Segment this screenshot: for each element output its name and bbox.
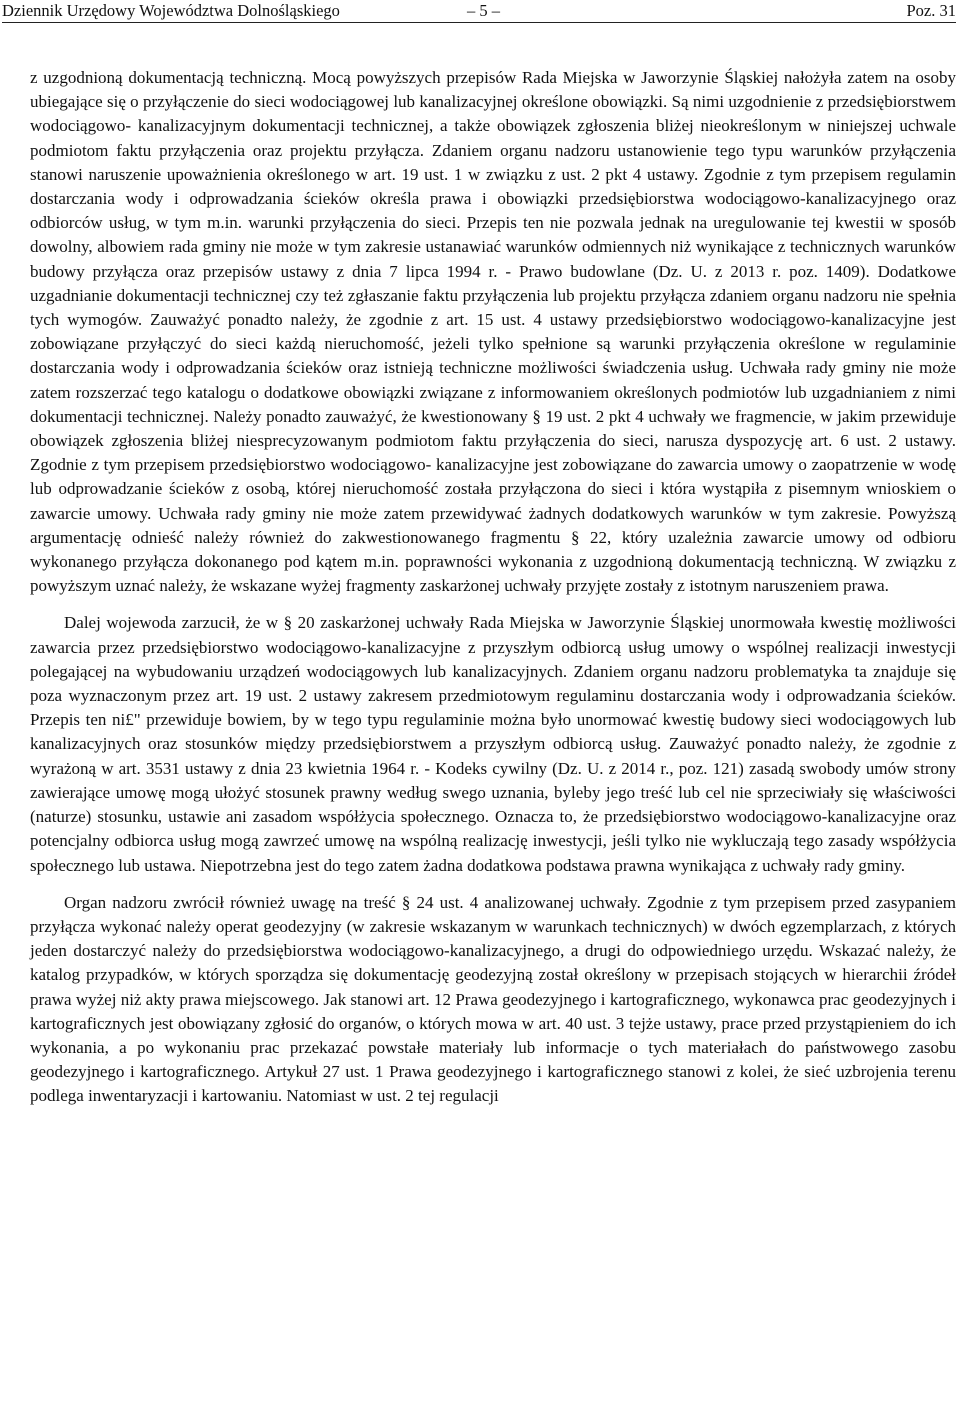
paragraph-2: Dalej wojewoda zarzucił, że w § 20 zaskarżonej uchwały Rada Miejska w Jaworzynie Śląskiej unormowała kwestię możliwości zawarcia przez przedsiębiorstwo wodociągowo-kanalizacyjne z przyszłym odbiorcą usług umowy o wspólnej realizacji inwestycji polegającej na wybudowaniu urządzeń wodociągowych lub kanalizacyjnych. Zdaniem organu nadzoru problematyka ta znajduje się poza wyznaczonym przez art. 19 ust. 2 ustawy zakresem przedmiotowym regulaminu dostarczania wody i odprowadzania ścieków. Przepis ten ni£" przewiduje bowiem, by w tego typu regulaminie można było unormować kwestię budowy sieci wodociągowych lub kanalizacyjnych oraz stosunków między przedsiębiorstwem a przyszłym odbiorcą usług. Zauważyć ponadto należy, że zgodnie z wyrażoną w art. 3531 ustawy z dnia 23 kwietnia 1964 r. - Kodeks cywilny (Dz. U. z 2014 r., poz. 121) zasadą swobody umów strony zawierające umowę mogą ułożyć stosunek prawny według swego uznania, byleby jego treść lub cel nie sprzeciwiały się właściwości (naturze) stosunku, ustawie ani zasadom współżycia społecznego. Oznacza to, że przedsiębiorstwo wodociągowo-kanalizacyjne oraz potencjalny odbiorca usług mogą zawrzeć umowę na wspólną realizację inwestycji, jeśli tylko nie wykluczają tego zasady współżycia społecznego lub ustawa. Niepotrzebna jest do tego zatem żadna dodatkowa podstawa prawna wynikająca z uchwały rady gminy. [30, 613, 956, 875]
paragraph-1: z uzgodnioną dokumentacją techniczną. Mocą powyższych przepisów Rada Miejska w Jaworzynie Śląskiej nałożyła zatem na osoby ubiegające się o przyłączenie do sieci wodociągowej lub kanalizacyjnej określone obowiązki. Są nimi uzgodnienie z przedsiębiorstwem wodociągowo- kanalizacyjnym dokumentacji technicznej, a także obowiązek zgłoszenia bliżej nieokreślonym w niniejszej uchwale podmiotom faktu przyłączenia oraz projektu przyłącza. Zdaniem organu nadzoru ustanowienie tego typu warunków przyłączenia stanowi naruszenie upoważnienia określonego w art. 19 ust. 1 w związku z ust. 2 pkt 4 ustawy. Zgodnie z tym przepisem regulamin dostarczania wody i odprowadzania ścieków określa prawa i obowiązki przedsiębiorstwa wodociągowo-kanalizacyjnego oraz odbiorców usług, w tym m.in. warunki przyłączenia do sieci. Przepis ten nie pozwala jednak na uregulowanie tej kwestii w sposób dowolny, albowiem rada gminy nie może w tym zakresie ustanawiać warunków odmiennych niż wynikające z technicznych warunków budowy przyłącza oraz przepisów ustawy z dnia 7 lipca 1994 r. - Prawo budowlane (Dz. U. z 2013 r. poz. 1409). Dodatkowe uzgadnianie dokumentacji technicznej czy też zgłaszanie faktu przyłączenia lub projektu przyłącza zdaniem organu nadzoru nie spełnia tych wymogów. Zauważyć ponadto należy, że zgodnie z art. 15 ust. 4 ustawy przedsiębiorstwo wodociągowo-kanalizacyjne jest zobowiązane przyłączyć do sieci każdą nieruchomość, jeżeli tylko spełnione są warunki przyłączenia określone w regulaminie dostarczania wody i odprowadzania ścieków oraz istnieją techniczne możliwości świadczenia usług. Uchwała rady gminy nie może zatem rozszerzać tego katalogu o dodatkowe obowiązki związane z informowaniem określonych podmiotów lub uzgadnianiem z nimi dokumentacji technicznej. Należy ponadto zauważyć, że kwestionowany § 19 ust. 2 pkt 4 uchwały we fragmencie, w jakim przewiduje obowiązek zgłoszenia bliżej niesprecyzowanym podmiotom faktu przyłączenia do sieci, narusza dyspozycję art. 6 ust. 2 ustawy. Zgodnie z tym przepisem przedsiębiorstwo wodociągowo- kanalizacyjne jest zobowiązane do zawarcia umowy o zaopatrzenie w wodę lub odprowadzanie ścieków z osobą, której nieruchomość została przyłączona do sieci i która wystąpiła z pisemnym wnioskiem o zawarcie umowy. Uchwała rady gminy nie może zatem przewidywać żadnych dodatkowych warunków w tym zakresie. Powyższą argumentację odnieść należy również do zakwestionowanego fragmentu § 22, który uzależnia zawarcie umowy od odbioru wykonanego przyłącza dokonanego pod kątem m.in. poprawności wykonania z uzgodnioną dokumentacją techniczną. W związku z powyższym uznać należy, że wskazane wyżej fragmenty zaskarżonej uchwały przyjęte zostały z istotnym naruszeniem prawa. [30, 68, 956, 596]
page-number: – 5 – [467, 1, 500, 20]
page-header [2, 0, 956, 22]
paragraph-3: Organ nadzoru zwrócił również uwagę na treść § 24 ust. 4 analizowanej uchwały. Zgodnie z tym przepisem przed zasypaniem przyłącza wykonać należy operat geodezyjny (w zakresie wskazanym w warunkach technicznych) w dwóch egzemplarzach, z których jeden dostarczyć należy do przedsiębiorstwa wodociągowo-kanalizacyjnego, a drugi do odpowiedniego urzędu. Wskazać należy, że katalog przypadków, w których sporządza się dokumentację geodezyjną został określony w przepisach stojących w hierarchii źródeł prawa wyżej niż akty prawa miejscowego. Jak stanowi art. 12 Prawa geodezyjnego i kartograficznego, wykonawca prac geodezyjnych i kartograficznych jest obowiązany zgłosić do organów, o których mowa w art. 40 ust. 3 tejże ustawy, prace przed przystąpieniem do ich wykonania, a po wykonaniu prac przekazać powstałe materiały lub informacje o tych materiałach do państwowego zasobu geodezyjnego i kartograficznego. Artykuł 27 ust. 1 Prawa geodezyjnego i kartograficznego stanowi z kolei, że sieć uzbrojenia terenu podlega inwentaryzacji i kartowaniu. Natomiast w ust. 2 tej regulacji [30, 892, 956, 1106]
document-body [30, 66, 956, 1109]
journal-title: Dziennik Urzędowy Województwa Dolnośląskiego [2, 1, 340, 20]
position-number: Poz. 31 [906, 1, 956, 20]
header-divider [2, 22, 956, 23]
